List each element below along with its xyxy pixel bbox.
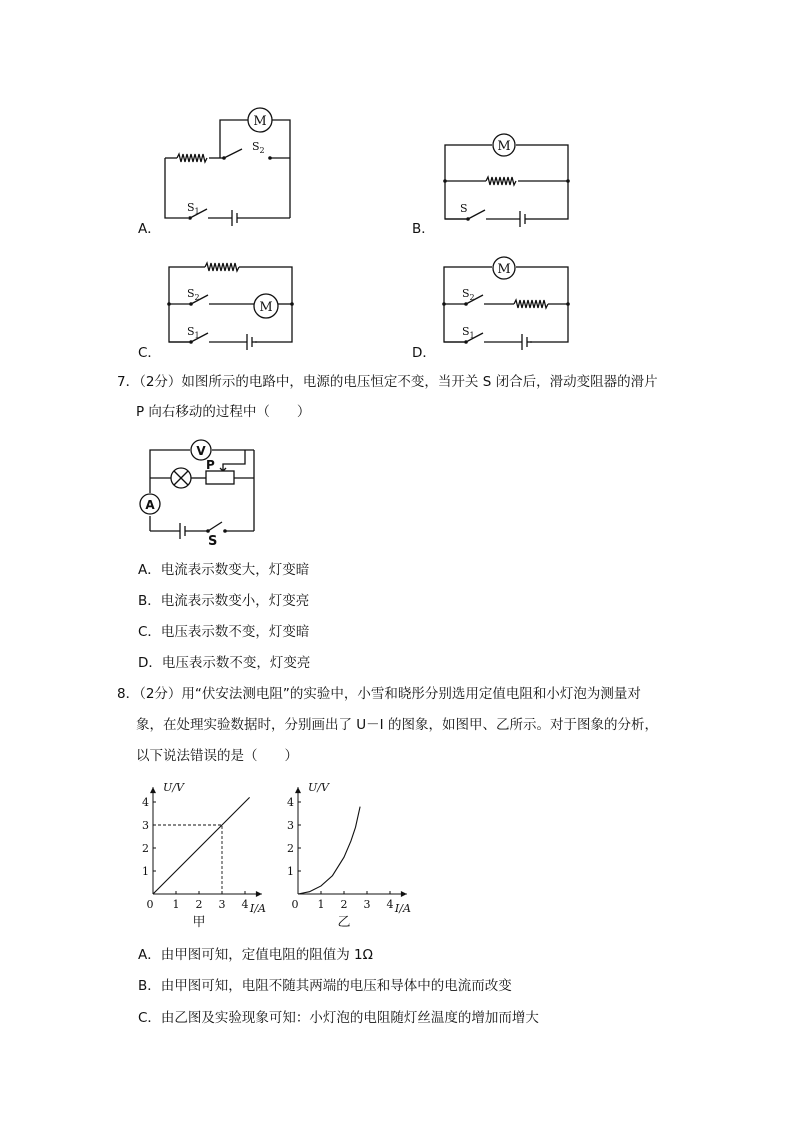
y-tick-label: 1: [287, 865, 294, 878]
y-tick-label: 3: [142, 819, 149, 832]
y-tick-label: 4: [142, 796, 149, 809]
y-axis-label: U/V: [308, 781, 329, 795]
svg-text:P: P: [206, 458, 215, 472]
q8-option-a[interactable]: A．由甲图可知，定值电阻的阻值为 1Ω: [138, 947, 373, 963]
q7-stem-line-2: P 向右移动的过程中（ ）: [136, 404, 311, 420]
svg-text:S2: $S_2$: [187, 287, 200, 302]
chart-yi: [285, 782, 430, 932]
chart-jia: [140, 782, 285, 932]
x-axis-label: I/A: [394, 902, 411, 915]
x-tick-label: 4: [241, 898, 249, 911]
series-line: [298, 807, 360, 894]
x-tick-label: 0: [146, 898, 154, 911]
q7-stem-line-1: 7．（2分）如图所示的电路中，电源的电压恒定不变，当开关 S 闭合后，滑动变阻器的滑片: [117, 374, 658, 390]
series-line: [153, 797, 250, 894]
svg-text:S2: $S_2$: [252, 140, 265, 155]
q7-option-c[interactable]: C．电压表示数不变，灯变暗: [138, 624, 310, 640]
q7-option-a[interactable]: A．电流表示数变大，灯变暗: [138, 562, 310, 578]
x-axis-arrow-icon: [401, 891, 407, 897]
y-tick-label: 2: [142, 842, 149, 855]
x-tick-label: 2: [195, 898, 203, 911]
svg-text:M: M: [497, 262, 511, 277]
y-tick-label: 1: [142, 865, 149, 878]
x-axis-arrow-icon: [256, 891, 262, 897]
resistor-coil-icon: [514, 300, 548, 308]
y-tick-label: 2: [287, 842, 294, 855]
option-d-label[interactable]: D．: [412, 345, 436, 361]
svg-text:S: S: [208, 534, 218, 549]
x-tick-label: 1: [172, 898, 180, 911]
resistor-coil-icon: [177, 154, 207, 162]
y-axis-arrow-icon: [150, 787, 156, 793]
option-c-label[interactable]: C．: [138, 345, 161, 361]
q8-stem-line-2: 象，在处理实验数据时，分别画出了 U－I 的图象，如图甲、乙所示。对于图象的分析，: [136, 717, 658, 733]
y-tick-label: 3: [287, 819, 294, 832]
svg-text:M: M: [497, 139, 511, 154]
x-tick-label: 4: [386, 898, 394, 911]
y-tick-label: 4: [287, 796, 294, 809]
svg-text:S2: $S_2$: [462, 287, 475, 302]
q8-stem-line-3: 以下说法错误的是（ ）: [136, 748, 298, 764]
svg-text:M: M: [259, 300, 273, 315]
x-tick-label: 2: [340, 898, 348, 911]
chart-title: 甲: [192, 915, 206, 930]
circuit-diagram-d: [440, 255, 575, 350]
x-tick-label: 3: [363, 898, 371, 911]
q8-option-b[interactable]: B．由甲图可知，电阻不随其两端的电压和导体中的电流而改变: [138, 978, 512, 994]
svg-text:V: V: [196, 444, 206, 458]
q7-circuit-diagram: [138, 438, 263, 550]
q8-stem-line-1: 8．（2分）用“伏安法测电阻”的实验中，小雪和晓彤分别选用定值电阻和小灯泡为测量对: [117, 686, 641, 702]
svg-text:M: M: [253, 114, 267, 129]
option-a-label[interactable]: A．: [138, 221, 161, 237]
option-b-label[interactable]: B．: [412, 221, 435, 237]
svg-text:A: A: [145, 498, 155, 512]
svg-text:S1: $S_1$: [187, 201, 200, 216]
svg-text:S1: $S_1$: [187, 325, 200, 340]
circuit-diagram-c: [165, 255, 300, 350]
switch-s-icon: [208, 522, 222, 531]
circuit-diagram-b: [440, 130, 575, 225]
y-axis-label: U/V: [163, 781, 184, 795]
switch-s2-icon: [224, 149, 242, 158]
circuit-diagram-a: [160, 105, 300, 225]
x-tick-label: 0: [291, 898, 299, 911]
x-tick-label: 3: [218, 898, 226, 911]
x-tick-label: 1: [317, 898, 325, 911]
rheostat-icon: [206, 471, 234, 484]
q7-option-b[interactable]: B．电流表示数变小，灯变亮: [138, 593, 310, 609]
svg-text:S1: $S_1$: [462, 325, 475, 340]
x-axis-label: I/A: [249, 902, 266, 915]
y-axis-arrow-icon: [295, 787, 301, 793]
q7-option-d[interactable]: D．电压表示数不变，灯变亮: [138, 655, 311, 671]
resistor-coil-icon: [486, 177, 516, 185]
chart-title: 乙: [337, 915, 351, 930]
q8-option-c[interactable]: C．由乙图及实验现象可知：小灯泡的电阻随灯丝温度的增加而增大: [138, 1010, 539, 1026]
svg-text:S: S: [460, 202, 468, 215]
